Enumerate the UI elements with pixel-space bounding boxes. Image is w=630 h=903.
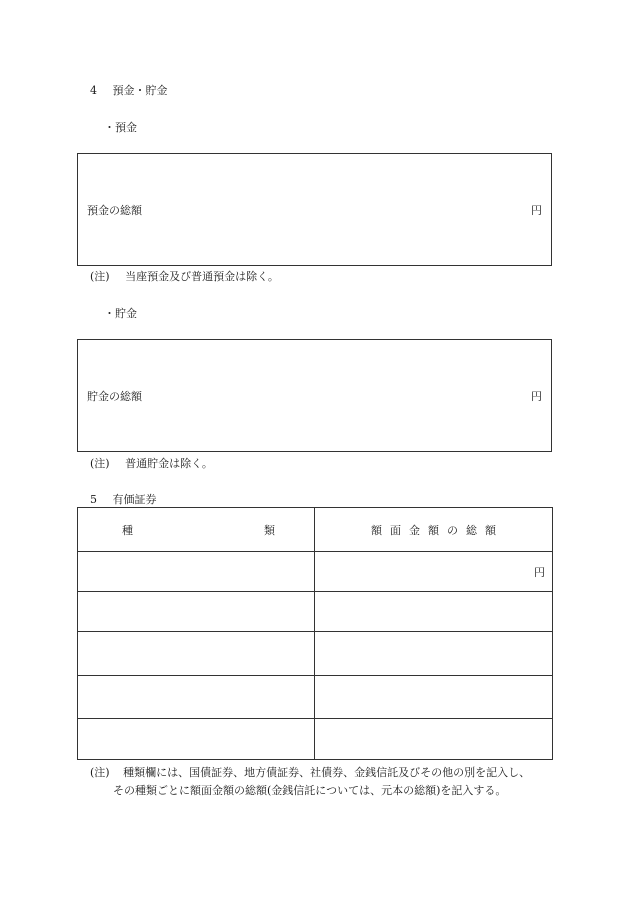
table-row [78,676,553,719]
kind-cell[interactable] [78,632,315,676]
amount-cell[interactable] [315,552,553,592]
header-kind [78,508,315,552]
savings-note-prefix: (注) [90,457,110,470]
section-5-number: 5 [90,493,97,506]
table-row [78,552,553,592]
savings-note [90,455,213,471]
deposit-note [90,268,279,284]
section-4-title: 預金・貯金 [112,84,168,97]
kind-cell[interactable] [78,676,315,719]
savings-subtitle: ・貯金 [104,307,137,320]
section-5-title: 有価証券 [112,493,157,506]
amount-cell[interactable] [315,719,553,760]
section-5-heading [90,491,157,507]
header-kind-char-1: 種 [122,523,133,537]
deposit-yen-unit: 円 [531,203,542,217]
kind-cell[interactable] [78,719,315,760]
header-face-amount: 額面金額の総額 [315,508,553,552]
securities-note-line-1 [90,764,530,780]
amount-cell[interactable] [315,632,553,676]
deposit-note-prefix: (注) [90,270,110,283]
savings-total-field[interactable] [77,339,552,452]
amount-cell[interactable] [315,676,553,719]
amount-yen-unit: 円 [534,565,545,579]
kind-cell[interactable] [78,592,315,632]
section-4-heading [90,82,168,98]
table-row [78,632,553,676]
deposit-total-label: 預金の総額 [87,203,142,217]
securities-table-header [78,508,553,552]
deposit-note-text: 当座預金及び普通預金は除く。 [125,270,279,283]
table-row [78,592,553,632]
securities-note-text-1: 種類欄には、国債証券、地方債証券、社債券、金銭信託及びその他の別を記入し、 [123,766,531,779]
savings-total-label: 貯金の総額 [87,389,142,403]
header-kind-char-2: 類 [264,523,275,537]
securities-note-text-2: その種類ごとに額面金額の総額(金銭信託については、元本の総額)を記入する。 [113,784,507,797]
savings-yen-unit: 円 [531,389,542,403]
table-row [78,719,553,760]
amount-cell[interactable] [315,592,553,632]
securities-note-prefix: (注) [90,766,110,779]
securities-table [77,507,553,760]
kind-cell[interactable] [78,552,315,592]
section-4-number: 4 [90,84,97,97]
deposit-total-field[interactable] [77,153,552,266]
savings-note-text: 普通貯金は除く。 [125,457,213,470]
deposit-subtitle: ・預金 [104,121,137,134]
